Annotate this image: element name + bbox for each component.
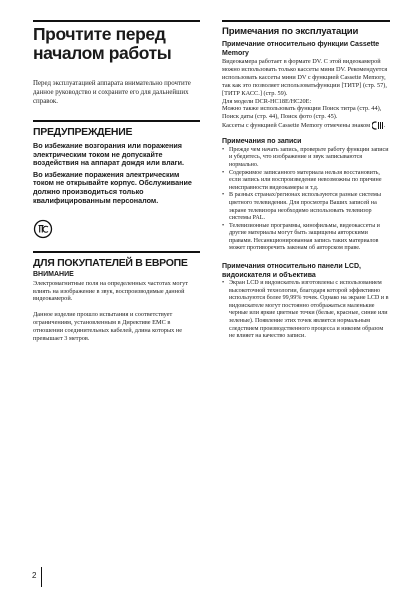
right-column bbox=[222, 20, 390, 341]
europe-p2: Данное изделие прошло испытания и соответствует ограничениям, установленным в Директиве ЕМС в отношении соединительных кабелей, длина которых не превышает 3 метров. bbox=[33, 311, 183, 343]
lcd-sub: Примечания относительно панели LCD, видоискателя и объектива bbox=[222, 263, 361, 279]
list-item: • Содержимое записанного материала нельзя восстановить, если запись или воспроизведение невозможны по причине неисправности видеокамеры и т.д. bbox=[222, 170, 390, 193]
list-item: • Телевизионные программы, кинофильмы, видеокассеты и другие материалы могут быть защищены авторскими правами. Несанкционированная запись таких материалов может противоречить законам об авторском праве. bbox=[222, 223, 390, 253]
warning-heading: ПРЕДУПРЕЖДЕНИЕ bbox=[33, 120, 200, 138]
cassette-p1: Видеокамера работает в формате DV. С этой видеокамерой можно использовать только кассеты мини DV. Рекомендуется использовать кассеты мини DV с функцией Cassette Memory, так как это позволяет использоватьфункции [ТИТР] (стр. 57), [ТИТР КАСС.] (стр. 59). bbox=[222, 58, 388, 97]
lcd-list bbox=[222, 280, 390, 341]
cassette-memory-icon bbox=[372, 121, 384, 130]
page-title: Прочтите перед началом работы bbox=[33, 20, 200, 63]
warning-shock: Во избежание поражения электрическим током не открывайте корпус. Обслуживание должно производиться только квалифицированным персоналом. bbox=[33, 169, 192, 205]
list-item: • В разных странах/регионах используются разные системы цветного телевидения. Для просмотра Ваших записей на экране телевизора необходимо использовать телевизор системы PAL. bbox=[222, 192, 390, 222]
cassette-p4-text: Кассеты с функцией Cassette Memory отмечены знаком bbox=[222, 122, 371, 130]
europe-heading: ДЛЯ ПОКУПАТЕЛЕЙ В ЕВРОПЕ bbox=[33, 251, 200, 269]
europe-sub: ВНИМАНИЕ bbox=[33, 271, 74, 279]
recording-sub: Примечания по записи bbox=[222, 138, 302, 146]
recording-list bbox=[222, 147, 390, 253]
cassette-p3: Можно также использовать функции Поиск титра (стр. 44), Поиск даты (стр. 44), Поиск фото (стр. 45). bbox=[222, 105, 382, 121]
intro-text: Перед эксплуатацией аппарата внимательно прочтите данное руководство и сохраните его для дальнейших справок. bbox=[33, 80, 191, 105]
europe-p1: Электромагнитные поля на определенных частотах могут влиять на изображение в звук, воспроизводимые данной видеокамерой. bbox=[33, 279, 189, 303]
page-number: 2 bbox=[32, 571, 37, 580]
cassette-p4: Кассеты с функцией Cassette Memory отмечены знаком . bbox=[222, 122, 386, 130]
left-column bbox=[33, 20, 200, 343]
cassette-p2: Для модели DCR-HC18E/HC20E: bbox=[222, 97, 312, 105]
list-item: • Экран LCD и видоискатель изготовлены с использованием высокоточной технологии, благодаря которой эффективно используются более 99,99% точек. Однако на экране LCD и в видоискателе могут постоянно отображаться маленькие черные или яркие цветные точки (белые, красные, синие или зеленые). Появление этих точек является нормальным следствием производственного процесса и никоим образом не влияет на качество записи. bbox=[222, 280, 390, 341]
operation-notes-heading: Примечания по эксплуатации bbox=[222, 20, 390, 37]
cassette-memory-sub: Примечание относительно функции Cassette Memory bbox=[222, 41, 380, 57]
pct-certification-logo-icon bbox=[33, 219, 53, 239]
warning-fire: Во избежание возгорания или поражения электрическим током не допускайте воздействия на аппарат дождя или влаги. bbox=[33, 141, 185, 168]
list-item: • Прежде чем начать запись, проверьте работу функции записи и убедитесь, что изображение и звук записываются нормально. bbox=[222, 147, 390, 170]
page-number-rule bbox=[41, 567, 42, 587]
